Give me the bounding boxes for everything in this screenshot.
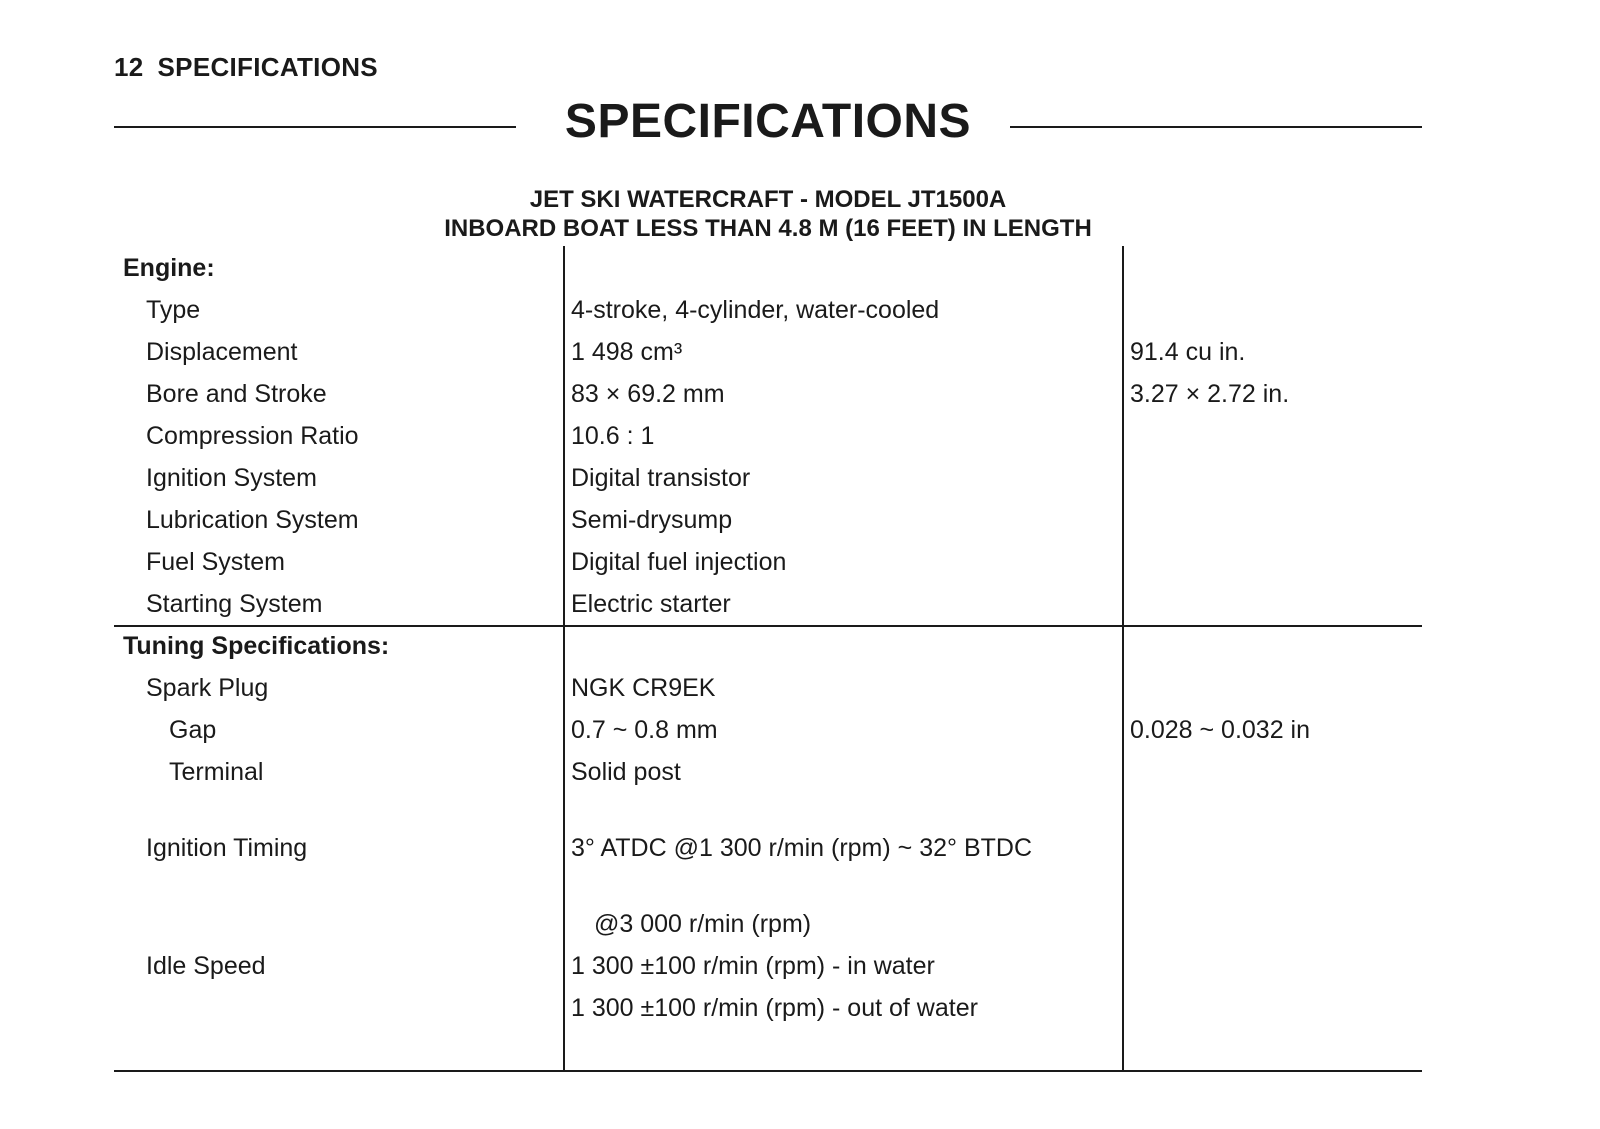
spec-label: Gap (169, 716, 217, 744)
spec-label: Ignition Timing (146, 834, 308, 862)
spec-label: Displacement (146, 338, 298, 366)
spec-label: Lubrication System (146, 506, 359, 534)
subtitle-line1: JET SKI WATERCRAFT - MODEL JT1500A (529, 186, 1007, 213)
spec-imperial-value: 0.028 ~ 0.032 in (1130, 716, 1311, 744)
spec-metric-value: 3° ATDC @1 300 r/min (rpm) ~ 32° BTDC (571, 834, 1032, 862)
table-bottom-rule (114, 1070, 1422, 1072)
header-section: SPECIFICATIONS (157, 52, 378, 82)
spec-metric-value: Digital transistor (571, 464, 751, 492)
table-section-divider (114, 625, 1422, 627)
title-rule-right (1010, 126, 1422, 128)
spec-metric-value: NGK CR9EK (571, 674, 716, 702)
section-heading-tuning: Tuning Specifications: (123, 632, 390, 660)
page-number: 12 (114, 52, 144, 82)
spec-label: Type (146, 296, 201, 324)
spec-label: Fuel System (146, 548, 285, 576)
spec-metric-value-continued: @3 000 r/min (rpm) (594, 910, 812, 938)
spec-metric-value: Semi-drysump (571, 506, 733, 534)
subtitle-line2: INBOARD BOAT LESS THAN 4.8 M (16 FEET) IN LENGTH (444, 215, 1092, 242)
spec-metric-value: 1 498 cm³ (571, 338, 683, 366)
spec-metric-value: Digital fuel injection (571, 548, 787, 576)
spec-metric-value: Solid post (571, 758, 681, 786)
table-column-divider-2 (1122, 246, 1124, 1072)
spec-metric-value: Electric starter (571, 590, 731, 618)
spec-metric-value: 10.6 : 1 (571, 422, 655, 450)
spec-imperial-value: 3.27 × 2.72 in. (1130, 380, 1290, 408)
spec-metric-value-continued: 1 300 ±100 r/min (rpm) - out of water (571, 994, 978, 1022)
spec-label: Compression Ratio (146, 422, 359, 450)
spec-label: Starting System (146, 590, 323, 618)
spec-metric-value: 1 300 ±100 r/min (rpm) - in water (571, 952, 935, 980)
spec-label: Spark Plug (146, 674, 269, 702)
table-column-divider-1 (563, 246, 565, 1072)
spec-label: Bore and Stroke (146, 380, 327, 408)
spec-imperial-value: 91.4 cu in. (1130, 338, 1246, 366)
spec-label: Ignition System (146, 464, 317, 492)
spec-metric-value: 83 × 69.2 mm (571, 380, 725, 408)
spec-metric-value: 0.7 ~ 0.8 mm (571, 716, 718, 744)
section-heading-engine: Engine: (123, 254, 215, 282)
spec-label: Terminal (169, 758, 264, 786)
page-title: SPECIFICATIONS (564, 95, 972, 148)
page-header (114, 52, 378, 83)
spec-metric-value: 4-stroke, 4-cylinder, water-cooled (571, 296, 940, 324)
spec-label: Idle Speed (146, 952, 266, 980)
